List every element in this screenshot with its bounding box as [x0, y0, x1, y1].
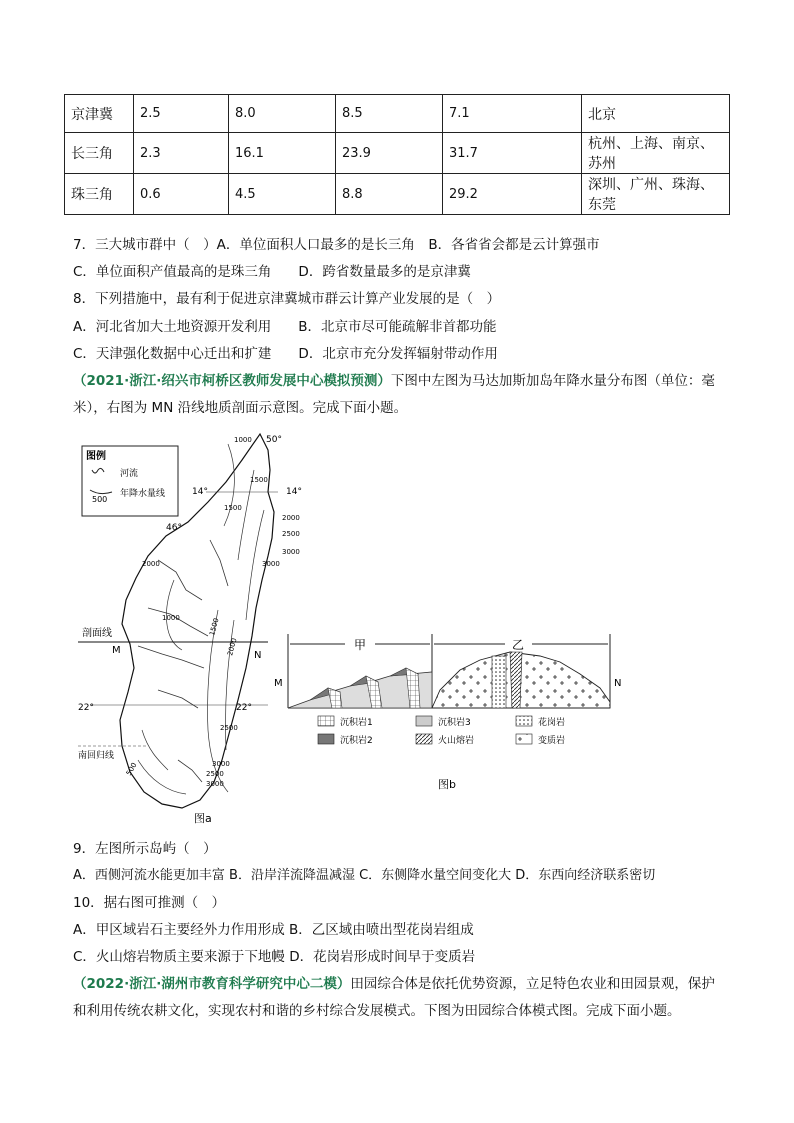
table-cell: 23.9	[336, 133, 443, 174]
city-cluster-table	[64, 94, 730, 215]
point-n-label: N	[614, 678, 622, 689]
isohyet-label: 500	[124, 761, 139, 777]
table-cell: 0.6	[134, 174, 229, 215]
question-10-options-ab: A．甲区域岩石主要经外力作用形成 B．乙区域由喷出型花岗岩组成	[73, 922, 474, 938]
question-10-options-cd: C．火山熔岩物质主要来源于下地幔 D．花岗岩形成时间早于变质岩	[73, 949, 476, 965]
isohyet-label: 3000	[262, 560, 280, 568]
table-row	[65, 174, 730, 215]
lon-50-label: 50°	[266, 435, 282, 445]
table-row	[65, 95, 730, 133]
intro-text: 下图中左图为马达加斯加岛年降水量分布图（单位：毫	[390, 373, 715, 389]
lat-22-right-label: 22°	[236, 703, 252, 713]
intro-paragraph-2	[73, 975, 715, 993]
question-7-options-cd: C．单位面积产值最高的是珠三角 D．跨省数量最多的是京津冀	[73, 264, 471, 280]
lat-14-right-label: 14°	[286, 487, 302, 497]
legend-swatch-sed3	[416, 716, 432, 726]
legend-isohyet-label: 年降水量线	[120, 489, 166, 499]
isohyet-label: 1000	[234, 436, 252, 444]
intro-paragraph-1	[73, 372, 715, 390]
legend-sed1-label: 沉积岩1	[340, 718, 373, 728]
question-7-stem: 7．三大城市群中（ ）A．单位面积人口最多的是长三角 B．各省省会都是云计算强市	[73, 237, 600, 253]
table-cell: 杭州、上海、南京、苏州	[582, 133, 730, 174]
isohyet-label: 3000	[282, 548, 300, 556]
legend-swatch-lava	[416, 734, 432, 744]
figure-a-precipitation-map	[78, 430, 302, 830]
table-cell: 29.2	[443, 174, 582, 215]
isohyet-label: 2000	[226, 637, 239, 657]
isohyet-label: 2500	[206, 770, 224, 778]
question-8-options-cd: C．天津强化数据中心迁出和扩建 D．北京市充分发挥辐射带动作用	[73, 346, 498, 362]
table-cell: 珠三角	[65, 174, 134, 215]
intro-paragraph-2-cont: 和利用传统农耕文化，实现农村和谐的乡村综合发展模式。下图为田园综合体模式图。完成下面小题。	[73, 1003, 681, 1019]
isohyet-label: 1000	[162, 614, 180, 622]
table-cell: 北京	[582, 95, 730, 133]
question-10-stem: 10．据右图可推测（ ）	[73, 895, 226, 911]
source-tag: （2022·浙江·湖州市教育科学研究中心二模）	[73, 976, 351, 992]
section-line-label: 剖面线	[82, 628, 112, 639]
zone-yi-label: 乙	[512, 638, 525, 652]
legend-sed3-label: 沉积岩3	[438, 718, 471, 728]
figure-b-caption: 图b	[438, 778, 456, 791]
intro-paragraph-1-cont: 米），右图为 MN 沿线地质剖面示意图。完成下面小题。	[73, 400, 408, 416]
table-cell: 京津冀	[65, 95, 134, 133]
zone-jia-label: 甲	[354, 638, 367, 652]
table-cell: 8.5	[336, 95, 443, 133]
isohyet-label: 2500	[220, 724, 238, 732]
question-9-options: A．西侧河流水能更加丰富 B．沿岸洋流降温减湿 C．东侧降水量空间变化大 D．东西向经济联系密切	[73, 868, 656, 883]
legend-isohyet-value: 500	[92, 495, 108, 504]
table-cell: 深圳、广州、珠海、东莞	[582, 174, 730, 215]
tropic-label: 南回归线	[78, 751, 115, 761]
figure-b-cross-section	[270, 630, 630, 800]
intro-text: 田园综合体是依托优势资源，立足特色农业和田园景观，保护	[350, 976, 715, 992]
isohyet-label: 2500	[282, 530, 300, 538]
legend-granite-label: 花岗岩	[538, 718, 566, 728]
legend-sed2-label: 沉积岩2	[340, 736, 373, 746]
question-9-stem: 9．左图所示岛屿（ ）	[73, 841, 217, 857]
isohyet-label: 3000	[212, 760, 230, 768]
legend-swatch-granite	[516, 716, 532, 726]
table-cell: 7.1	[443, 95, 582, 133]
source-tag: （2021·浙江·绍兴市柯桥区教师发展中心模拟预测）	[73, 373, 391, 389]
isohyet-label: 3000	[206, 780, 224, 788]
question-8-stem: 8．下列措施中，最有利于促进京津冀城市群云计算产业发展的是（ ）	[73, 291, 501, 307]
point-n-label: N	[254, 650, 262, 661]
legend-lava-label: 火山熔岩	[438, 736, 475, 746]
table-cell: 16.1	[229, 133, 336, 174]
isohyet-label: 1500	[208, 617, 221, 637]
table-cell: 8.0	[229, 95, 336, 133]
table-cell: 2.5	[134, 95, 229, 133]
table-row	[65, 133, 730, 174]
table-cell: 4.5	[229, 174, 336, 215]
lat-22-left-label: 22°	[78, 703, 94, 713]
table-cell: 8.8	[336, 174, 443, 215]
isohyet-label: 1500	[250, 476, 268, 484]
legend-swatch-sed2	[318, 734, 334, 744]
legend-river-label: 河流	[120, 469, 139, 479]
legend-title: 图例	[86, 451, 106, 462]
table-cell: 长三角	[65, 133, 134, 174]
granite-intrusion	[492, 656, 506, 708]
lon-46-label: 46°	[166, 523, 182, 533]
question-8-options-ab: A．河北省加大土地资源开发利用 B．北京市尽可能疏解非首都功能	[73, 319, 497, 335]
legend-metamorphic-label: 变质岩	[538, 736, 566, 746]
lat-14-left-label: 14°	[192, 487, 208, 497]
table-cell: 2.3	[134, 133, 229, 174]
figure-a-caption: 图a	[194, 812, 212, 825]
legend-swatch-sed1	[318, 716, 334, 726]
legend-swatch-metamorphic	[516, 734, 532, 744]
isohyet-label: 2000	[142, 560, 160, 568]
isohyet-label: 2000	[282, 514, 300, 522]
table-cell: 31.7	[443, 133, 582, 174]
point-m-label: M	[112, 645, 121, 656]
volcanic-lava	[510, 652, 522, 708]
isohyet-label: 1500	[224, 504, 242, 512]
point-m-label: M	[274, 678, 283, 689]
